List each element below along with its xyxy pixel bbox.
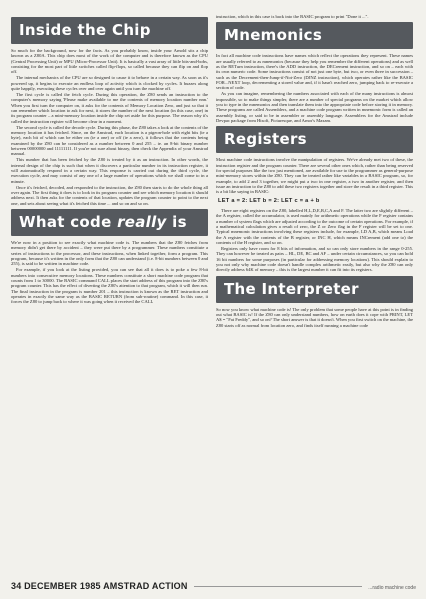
paragraph: instruction, which in this case is back into the BASIC program to print "Done it ...". — [216, 14, 369, 19]
heading-the-interpreter: The Interpreter — [216, 276, 413, 303]
paragraph: The internal mechanics of the CPU are so designed to cause it to behave in a certain way. As soon as it's powered up, it begins to execute an endless loop of activity which is clocked by cycles. It buzzes along quite happily, executing these cycles over and over again until you turn the machine off. — [11, 75, 208, 91]
paragraph: Most machine code instructions involve the manipulation of registers. We've already met two of these, the instruction register and the program counter. There are several other ones which, rather than being reserved for special purposes like the two just mentioned, are available for use to the programmer as general-purpose mini-memory stores within the Z80. They can be treated rather like variables in a BASIC program, so, for example, to add 2 and 3 together, we might put a two in one register, a two in another register, and then issue an instruction to the Z80 to add these two registers together and store the result in a third register. This is a bit like saying in BASIC: — [216, 157, 413, 195]
page-footer — [11, 581, 416, 591]
paragraph: In fact all machine code instructions have names which reflect the operations they represent. These names are usually referred to as mnemonics (because they help you remember the different operations) and as well as the RETurn instruction, there's the ADD instruction, the DECrement instruction, and so on – each with its own numeric code. Some instructions consist of not just one byte, but two, or even three in succession – such as the Decrement-then-Jump-if-Not-Zero (DJNZ instruction), which operates rather like the BASIC FOR...NEXT loop, decrementing a stored value and, if it hasn't reached zero, jumping back to re-execute a section of code. — [216, 53, 413, 91]
paragraph: We're now in a position to see exactly what machine code is. The numbers that the Z80 fetches from memory didn't get there by accident – they were put there by a programmer. These numbers constitute a series of instructions to the processor, and these instructions, when linked together, form a program. This program, because it's written in the only form that the Z80 can understand (i.e. 8-bit numbers between 0 and 255), is said to be written in machine code. — [11, 239, 208, 267]
page-folio: 34 DECEMBER 1985 AMSTRAD ACTION — [11, 581, 188, 591]
section-crumb: ...radio machine code — [368, 585, 416, 591]
heading-emphasis: really — [117, 212, 167, 231]
heading-inside-the-chip: Inside the Chip — [11, 17, 208, 44]
paragraph: Once it's fetched, decoded, and responded to the instruction, the Z80 then starts to do the whole thing all over again. The first thing it does is to look in its program counter and see which memory location it should address next. It then asks for the contents of that location, updates the program counter to point to the next one, and sets about seeing what it's fetched this time ... and so on and so on. — [11, 184, 208, 206]
heading-part: What code — [19, 212, 118, 231]
right-column — [216, 14, 413, 329]
basic-code-example: LET a = 2: LET b = 2: LET c = a + b — [218, 197, 320, 204]
heading-registers: Registers — [216, 126, 413, 153]
paragraph: Registers only have room for 8 bits of information, and so can only store numbers in the range 0-255. They can however be treated as pairs – HL, DE, BC and AF – under certain circumstances, so you can hold 16 bit numbers for some purposes (in particular for addressing memory locations). This should explain to you not only why machine code doesn't handle complex arithmetic easily, but also why the Z80 can only directly address 64K of memory – this is the largest number it can fit into its registers. — [216, 245, 413, 273]
heading-mnemonics: Mnemonics — [216, 22, 413, 49]
paragraph: This number that has been fetched by the Z80 is treated by it as an instruction. In other words, the internal design of the chip is such that when it discovers a particular number in its instruction register, it will automatically respond in a certain way. This response is carried out during the third cycle, the execution cycle, and may consist of any one of a large number of operations which we shall come to in a minute. — [11, 157, 208, 184]
heading-part: is — [166, 212, 187, 231]
paragraph: So much for the background, now for the facts. As you probably know, inside your Arnold sits a chip known as a Z80A. This chip does most of the work of the computer and is therefore known as the CPU (Central Processing Unit) or MPU (Micro-Processor Unit). It is basically a vast array of little bits-and-bobs, consisting for the most part of little switches called flip-flops, so called because they can flip on and flop off. — [11, 48, 208, 75]
paragraph: The first cycle is called the fetch cycle. During this operation, the Z80 sends an instruction to the computer's memory saying 'Please make available to me the contents of memory location number nnn.' When you first turn the computer on, it asks for the contents of Memory Location Zero, and just so that it can remember which location to ask for next, it stores the number of the next location (in this case, one) in its program counter – a mini-memory location inside the chip set aside for this purpose. The reason why it's called the instruction register will become clear in a moment. — [11, 91, 208, 124]
paragraph: So now you know what machine code is! The only problem that some people have at this point is in finding out what BASIC is! If the Z80 can only understand numbers, how on earth does it cope with PRINT, LET A$ = "Fat Freddy", and so on? The short answer is that it doesn't. When you first switch on the machine, the Z80 starts off as normal from location zero, and finds itself running a machine code — [216, 306, 413, 328]
paragraph: As you can imagine, remembering the numbers associated with each of the many instructions is almost impossible, so to make things simpler, there are a number of special programs on the market which allow you to type in the mnemonics and then translate them into the appropriate code before storing it in memory. These programs are called Assemblers, and a machine code program written in mnemonic form is called an assembly listing, or said to be in assembler or assembly language. Assemblers for the Amstrad include Devpac package from Hisoft, Picturesque, and Arnor's Maxam. — [216, 91, 413, 124]
footer-rule — [194, 586, 363, 587]
paragraph: The second cycle is called the decode cycle. During this phase, the Z80 takes a look at the contents of the memory location it has fetched. Since, on the Amstrad, each location is a pigeon-hole with eight bits (ie a byte), each bit of which can be either on (ie a one) or off (ie a zero), it follows that the contents being examined by the Z80 can be considered as a number between 0 and 255 – ie. an 8-bit binary number between 00000000 and 11111111. If you're not sure about binary, then check the Appendix of your Amstrad manual. — [11, 124, 208, 157]
heading-what-code-really-is — [11, 209, 208, 236]
left-column — [11, 14, 208, 305]
paragraph: For example, if you look at the listing provided, you can see that all it does is to poke a few 8-bit numbers into consecutive memory locations. These numbers constitute a short machine code program that counts from 1 to 30000. The BASIC command CALL places the start address of this program into the Z80's program counter. This has the effect of diverting the Z80's attention to that program, which it will then run. The final instruction in the program is number 201 – this instruction is known as the RET instruction and operates in exactly the same way as the BASIC RETURN (from sub-routine) command. In this case, it forces the Z80 to jump back to where it was going when it received the CALL — [11, 267, 208, 305]
paragraph: There are eight registers on the Z80, labelled H,L,D,E,B,C,A and F. The latter two are slightly different – the A register, called the accumulator, is used mainly for arithmetic operations while the F register contains a number of system flags which are adjusted according to the outcome of certain operations. For example, if a mathematical calculation gives a result of zero, the Z or Zero flag in the F register will be set to one. Typical mnemonic instructions involving these registers include, for example, LD A,B, which means Load the A register with the contents of the B register, or INC H, which means INCrement (add one to) the contents of the H register, and so on. — [216, 207, 413, 245]
